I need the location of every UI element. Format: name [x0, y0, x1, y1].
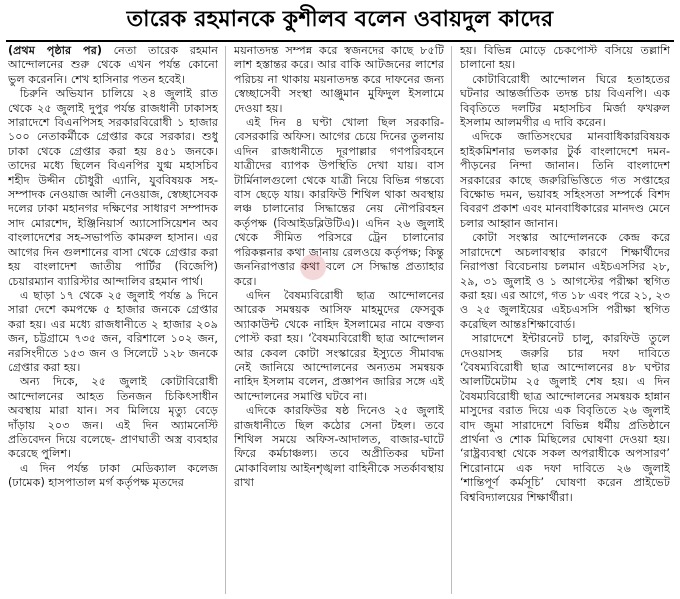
paragraph: এদিকে কারফিউর ষষ্ঠ দিনেও ২৫ জুলাই রাজধানীতে ছিল কঠোর সেনা টহল। তবে শিথিল সময়ে অফিস-আদালত, বাজার-ঘাটে ফিরে কর্মচাঞ্চল্য। তবে অপ্রীতিকর ঘটনা মোকাবিলায় আইনশৃঙ্খলা বাহিনীকে সতর্কাবস্থায় রাখা — [234, 404, 444, 490]
paragraph: এ দিন পর্যন্ত ঢাকা মেডিক্যাল কলেজ (ঢামেক) হাসপাতাল মর্গ কর্তৃপক্ষ মৃতদের — [8, 461, 218, 490]
continuation-lead: (প্রথম পৃষ্ঠার পর) — [8, 44, 102, 57]
paragraph — [8, 44, 218, 87]
paragraph: এদিন বৈষম্যবিরোধী ছাত্র আন্দোলনের আরেক সমন্বয়ক আসিফ মাহমুদের ফেসবুক অ্যাকাউন্ট থেকে নাহিদ ইসলামের নামে বক্তব্য পোস্ট করা হয়। ‘বৈষম্যবিরোধী ছাত্র আন্দোলন আর কেবল কোটা সংস্কারের ইস্যুতে সীমাবদ্ধ নেই জানিয়ে আন্দোলনের অন্যতম সমন্বয়ক নাহিদ ইসলাম বলেন, প্রজ্ঞাপন জারির সঙ্গে এই আন্দোলনের সমাপ্তি ঘটবে না। — [234, 288, 444, 403]
paragraph: সারাদেশে ইন্টারনেট চালু, কারফিউ তুলে দেওয়াসহ জরুরি চার দফা দাবিতে ‘বৈষম্যবিরোধী ছাত্র আন্দোলনের ৪৮ ঘণ্টার আলটিমেটাম ২৫ জুলাই শেষ হয়। এ দিন বৈষম্যবিরোধী ছাত্র আন্দোলনের সমন্বয়ক হান্নান মাসুদের বরাত দিয়ে এক বিবৃতিতে ২৬ জুলাই বাদ জুমা সারাদেশে বিভিন্ন ধর্মীয় প্রতিষ্ঠানে প্রার্থনা ও শোক মিছিলের ঘোষণা দেওয়া হয়। ‘রাষ্ট্রব্যবস্থা থেকে সকল অপরাধীকে অপসারণ’ শিরোনামে এক দফা দাবিতে ২৬ জুলাই ‘শান্তিপূর্ণ কর্মসূচি’ ঘোষণা করেন প্রাইভেট বিশ্ববিদ্যালয়ের শিক্ষার্থীরা। — [460, 332, 670, 504]
column-3 — [460, 44, 670, 596]
column-1 — [8, 44, 218, 596]
paragraph: অন্য দিকে, ২৫ জুলাই কোটাবিরোধী আন্দোলনের আহত তিনজন চিকিৎসাধীন অবস্থায় মারা যান। সব মিলিয়ে মৃত্যু বেড়ে দাঁড়ায় ২০৩ জন। এই দিন অ্যামনেস্টি প্রতিবেদন দিয়ে বলেছে- প্রাণঘাতী অস্ত্র ব্যবহার করেছে পুলিশ। — [8, 375, 218, 461]
paragraph: এ ছাড়া ১৭ থেকে ২৫ জুলাই পর্যন্ত ৯ দিনে সারা দেশে কমপক্ষে ৫ হাজার জনকে গ্রেপ্তার করা হয়। এর মধ্যে রাজধানীতে ২ হাজার ২০৯ জন, চট্টগ্রামে ৭৩৫ জন, বরিশালে ১০২ জন, নরসিংদীতে ১৫৩ জন ও সিলেটে ১২৮ জনকে গ্রেপ্তার করা হয়। — [8, 288, 218, 374]
paragraph-text: নেতা তারেক রহমান আন্দোলনের শুরু থেকে এখন পর্যন্ত কোনো ভুল করেননি। শেখ হাসিনার পতন হবেই। — [8, 44, 218, 86]
paragraph: চিরুনি অভিযান চালিয়ে ২৪ জুলাই রাত থেকে ২৫ জুলাই দুপুর পর্যন্ত রাজধানী ঢাকাসহ সারাদেশে বিএনপিসহ সরকারবিরোধী ১ হাজার ১০০ নেতাকর্মীকে গ্রেপ্তার করে সরকার। শুধু ঢাকা থেকে গ্রেপ্তার করা হয় ৪৫১ জনকে। তাদের মধ্যে ছিলেন বিএনপির যুগ্ম মহাসচিব শহীদ উদ্দীন চৌধুরী এ্যানি, যুববিষয়ক সহ-সম্পাদক নেওয়াজ আলী নেওয়াজ, স্বেচ্ছাসেবক দলের ঢাকা মহানগর দক্ষিণের সাধারণ সম্পাদক সাদ মোরশেদ, ইঞ্জিনিয়ার্স অ্যাসোসিয়েশন অব বাংলাদেশের সহ-সভাপতি কামরুল হাসান। এর আগের দিন গুলশানের বাসা থেকে গ্রেপ্তার করা হয় বাংলাদেশ জাতীয় পার্টির (বিজেপি) চেয়ারম্যান ব্যারিস্টার আন্দালিব রহমান পার্থ। — [8, 87, 218, 288]
paragraph: কোটা সংস্কার আন্দোলনকে কেন্দ্র করে সারাদেশে অচলাবস্থার কারণে শিক্ষার্থীদের নিরাপত্তা বিবেচনায় চলমান এইচএসসির ২৮, ২৯, ৩১ জুলাই ও ১ আগস্টের পরীক্ষা স্থগিত করা হয়। এর আগে, গত ১৮ এবং পরে ২১, ২৩ ও ২৫ জুলাইয়ের এইচএসসি পরীক্ষা স্থগিত করেছিল আন্তঃশিক্ষাবোর্ড। — [460, 231, 670, 331]
headline: তারেক রহমানকে কুশীলব বলেন ওবায়দুল কাদের — [126, 6, 554, 32]
paragraph: এই দিন ৪ ঘণ্টা খোলা ছিল সরকারি-বেসরকারি অফিস। আগের চেয়ে দিনের তুলনায় এদিন রাজধানীতে দূরপাল্লার গণপরিবহনে যাত্রীদের ব্যাপক উপস্থিতি দেখা যায়। বাস টার্মিনালগুলো থেকে যাত্রী নিয়ে বিভিন্ন গন্তব্যে বাস ছেড়ে যায়। কারফিউ শিথিল থাকা অবস্থায় লঞ্চ চালানোর সিদ্ধান্তের নেয় নৌপরিবহন কর্তৃপক্ষ (বিআইডব্লিউটিএ)। এদিন ২৬ জুলাই থেকে সীমিত পরিসরে ট্রেন চালানোর পরিকল্পনার কথা জানায় রেলওয়ে কর্তৃপক্ষ; কিন্তু জননিরাপত্তার কথা বলে সে সিদ্ধান্ত প্রত্যাহার করে। — [234, 116, 444, 288]
paragraph: ময়নাতদন্ত সম্পন্ন করে স্বজনদের কাছে ৮৫টি লাশ হস্তান্তর করে। আর বাকি আটজনের লাশের পরিচয় না থাকায় ময়নাতদন্ত করে দাফনের জন্য স্বেচ্ছাসেবী সংস্থা আঞ্জুমান মুফিদুল ইসলামে দেওয়া হয়। — [234, 44, 444, 115]
article-body — [8, 44, 672, 596]
paragraph: কোটাবিরোধী আন্দোলন ঘিরে হতাহতের ঘটনার আন্তর্জাতিক তদন্ত চায় বিএনপি। এক বিবৃতিতে দলটির মহাসচিব মির্জা ফখরুল ইসলাম আলমগীর এ দাবি করেন। — [460, 72, 670, 130]
paragraph: এদিকে জাতিসংঘের মানবাধিকারবিষয়ক হাইকমিশনার ভলকার টুর্ক বাংলাদেশে দমন-পীড়নের নিন্দা জানান। তিনি বাংলাদেশ সরকারের কাছে জরুরিভিত্তিতে গত সপ্তাহের বিক্ষোভ দমন, ভয়াবহ সহিংসতা সম্পর্কে বিশদ বিবরণ প্রকাশ এবং মানবাধিকারের মানদণ্ড মেনে চলার আহ্বান জানান। — [460, 130, 670, 230]
paragraph: হয়। বিভিন্ন মোড়ে চেকপোস্ট বসিয়ে তল্লাশি চালানো হয়। — [460, 44, 670, 72]
column-2 — [234, 44, 444, 596]
headline-rule — [6, 40, 674, 42]
